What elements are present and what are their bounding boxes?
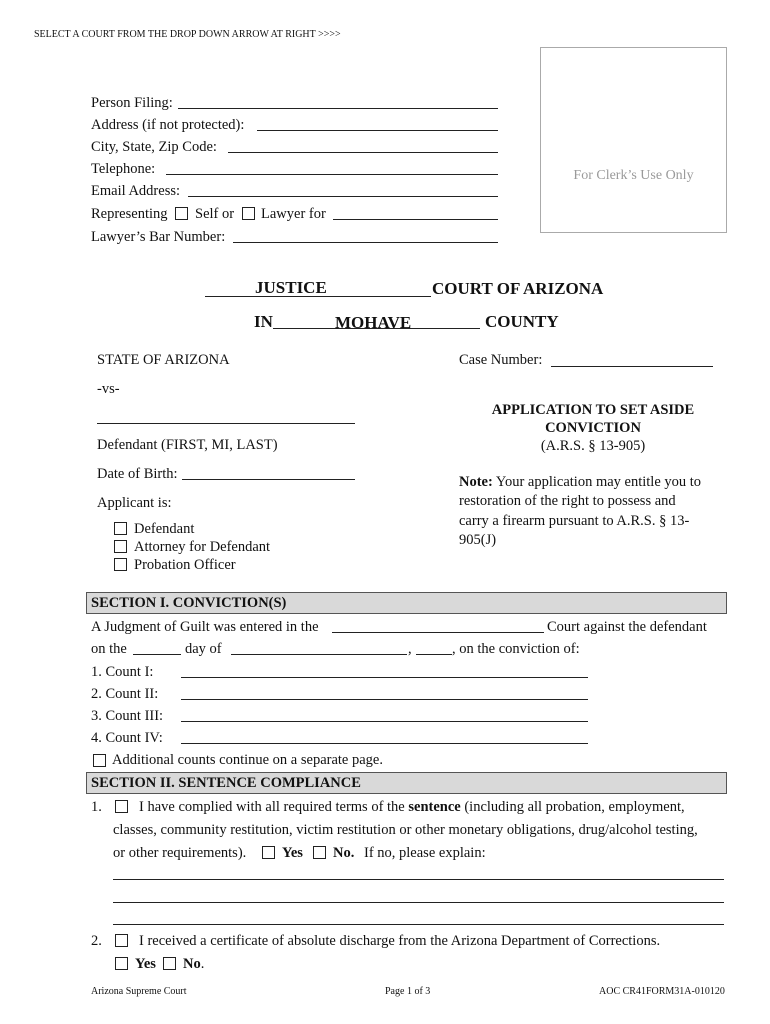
item-1-number: 1. (91, 799, 102, 815)
item-2-number: 2. (91, 933, 102, 949)
year-field[interactable] (416, 654, 452, 655)
note-line2: restoration of the right to possess and (459, 493, 676, 509)
applicant-option-probation: Probation Officer (134, 557, 236, 573)
count-3-field[interactable] (181, 721, 588, 722)
telephone-label: Telephone: (91, 161, 156, 177)
note-text-1: Your application may entitle you to (495, 474, 702, 490)
address-field[interactable] (257, 130, 498, 131)
no-2-group (183, 955, 204, 973)
email-label: Email Address: (91, 183, 181, 199)
count-1-field[interactable] (181, 677, 588, 678)
footer-form-id: AOC CR41FORM31A-010120 (599, 986, 725, 997)
item-1-post: (including all probation, employment, (464, 799, 685, 815)
section-2-header (86, 772, 727, 794)
lawyer-for-label: Lawyer for (261, 206, 326, 222)
defendant-name-field[interactable] (97, 423, 355, 424)
address-label: Address (if not protected): (91, 117, 245, 133)
explain-line-1[interactable] (113, 879, 724, 880)
lawyer-for-field[interactable] (333, 219, 498, 220)
section-2-title: SECTION II. SENTENCE COMPLIANCE (91, 775, 361, 791)
count-4-field[interactable] (181, 743, 588, 744)
telephone-field[interactable] (166, 174, 498, 175)
no-label: No. (333, 845, 355, 861)
attorney-checkbox[interactable] (114, 540, 127, 553)
comma-separator: , (408, 641, 412, 657)
discharge-checkbox[interactable] (115, 934, 128, 947)
case-number-field[interactable] (551, 366, 713, 367)
applicant-is-label: Applicant is: (97, 495, 172, 511)
yes-checkbox[interactable] (262, 846, 275, 859)
item-1-line3: or other requirements). (113, 845, 247, 861)
day-field[interactable] (133, 654, 181, 655)
bar-number-field[interactable] (233, 242, 498, 243)
document-title-line2: CONVICTION (545, 420, 641, 436)
self-checkbox[interactable] (175, 207, 188, 220)
judgment-suffix: Court against the defendant (547, 619, 707, 635)
count-3-label: 3. Count III: (91, 708, 164, 724)
clerk-use-label: For Clerk’s Use Only (573, 168, 694, 183)
note-line4: 905(J) (459, 532, 497, 548)
note-line3: carry a firearm pursuant to A.R.S. § 13- (459, 513, 690, 529)
city-state-zip-field[interactable] (228, 152, 498, 153)
count-2-label: 2. Count II: (91, 686, 159, 702)
day-of-label: day of (185, 641, 222, 657)
on-the-label: on the (91, 641, 127, 657)
document-title-line1: APPLICATION TO SET ASIDE (491, 402, 695, 418)
vs-label: -vs- (97, 381, 120, 397)
city-state-zip-label: City, State, Zip Code: (91, 139, 217, 155)
probation-officer-checkbox[interactable] (114, 558, 127, 571)
no-2-label: No (183, 956, 201, 972)
explain-line-3[interactable] (113, 924, 724, 925)
court-of-arizona: COURT OF ARIZONA (432, 279, 604, 298)
dob-field[interactable] (182, 479, 355, 480)
count-1-label: 1. Count I: (91, 664, 154, 680)
item-1-line1 (139, 798, 685, 816)
item-1-pre: I have complied with all required terms of the (139, 799, 405, 815)
lawyer-checkbox[interactable] (242, 207, 255, 220)
self-or-label: Self or (195, 206, 235, 222)
judgment-court-field[interactable] (332, 632, 544, 633)
no-2-checkbox[interactable] (163, 957, 176, 970)
applicant-option-attorney: Attorney for Defendant (134, 539, 271, 555)
state-label: STATE OF ARIZONA (97, 352, 230, 368)
statute-reference: (A.R.S. § 13-905) (540, 438, 646, 454)
month-field[interactable] (231, 654, 407, 655)
footer-page: Page 1 of 3 (385, 986, 431, 997)
yes-2-checkbox[interactable] (115, 957, 128, 970)
applicant-option-defendant: Defendant (134, 521, 195, 537)
case-number-label: Case Number: (459, 352, 543, 368)
dob-label: Date of Birth: (97, 466, 178, 482)
county-label: COUNTY (485, 312, 559, 331)
explain-line-2[interactable] (113, 902, 724, 903)
person-filing-label: Person Filing: (91, 95, 173, 111)
judgment-prefix: A Judgment of Guilt was entered in the (91, 619, 319, 635)
count-2-field[interactable] (181, 699, 588, 700)
no-2-period: . (200, 956, 205, 972)
yes-label: Yes (282, 845, 303, 861)
conviction-of-label: , on the conviction of: (452, 641, 580, 657)
in-label: IN (254, 312, 273, 331)
count-4-label: 4. Count IV: (91, 730, 163, 746)
item-1-bold: sentence (408, 799, 461, 815)
section-1-title: SECTION I. CONVICTION(S) (91, 595, 287, 611)
note-label: Note: (459, 474, 493, 490)
sentence-compliance-checkbox[interactable] (115, 800, 128, 813)
bar-number-label: Lawyer’s Bar Number: (91, 229, 226, 245)
yes-2-label: Yes (135, 956, 156, 972)
person-filing-field[interactable] (178, 108, 498, 109)
court-select-prompt[interactable]: SELECT A COURT FROM THE DROP DOWN ARROW AT RIGHT >>>> (34, 29, 341, 40)
explain-label: If no, please explain: (364, 845, 486, 861)
additional-counts-label: Additional counts continue on a separate page. (112, 752, 383, 768)
court-type-dropdown[interactable]: JUSTICE (255, 278, 327, 297)
no-checkbox[interactable] (313, 846, 326, 859)
item-1-line2: classes, community restitution, victim restitution or other monetary obligations, drug/alcohol testing, (113, 822, 698, 838)
defendant-checkbox[interactable] (114, 522, 127, 535)
representing-label: Representing (91, 206, 168, 222)
defendant-label: Defendant (FIRST, MI, LAST) (97, 437, 278, 453)
county-dropdown[interactable]: MOHAVE (335, 313, 412, 332)
clerk-use-box (540, 47, 727, 233)
section-1-header (86, 592, 727, 614)
footer-court: Arizona Supreme Court (91, 986, 187, 997)
additional-counts-checkbox[interactable] (93, 754, 106, 767)
item-2-text: I received a certificate of absolute discharge from the Arizona Department of Corrections. (139, 933, 661, 949)
email-field[interactable] (188, 196, 498, 197)
note-line1 (459, 473, 701, 491)
